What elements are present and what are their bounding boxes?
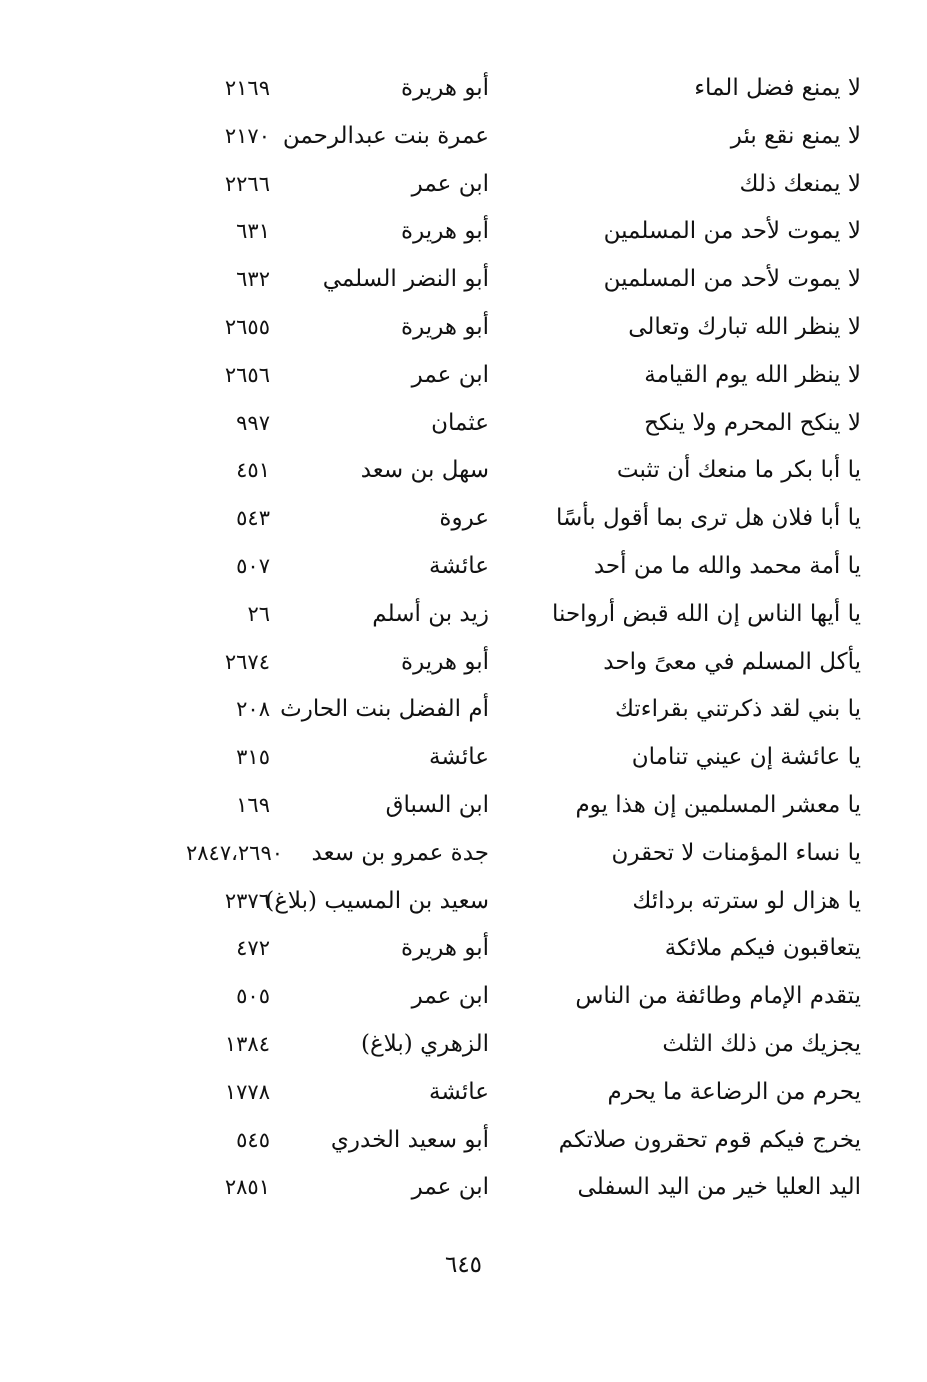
hadith-incipit: لا يمنعك ذلك [739, 170, 861, 197]
hadith-number: ٢١٦٩ [224, 76, 270, 100]
index-row [0, 781, 927, 829]
narrator: عائشة [429, 1078, 489, 1105]
hadith-incipit: يتعاقبون فيكم ملائكة [664, 935, 861, 962]
hadith-incipit: يا أيها الناس إن الله قبض أرواحنا [552, 600, 861, 627]
hadith-number: ٢٦٥٦ [224, 362, 270, 387]
index-row [0, 303, 927, 351]
hadith-incipit: يجزيك من ذلك الثلث [662, 1031, 861, 1057]
index-row [0, 1020, 927, 1068]
hadith-number: ٤٥١ [236, 458, 270, 483]
hadith-incipit: اليد العليا خير من اليد السفلى [577, 1174, 861, 1201]
index-row [0, 590, 927, 638]
hadith-incipit: يا أبا بكر ما منعك أن تثبت [616, 457, 861, 484]
hadith-incipit: لا ينظر الله تبارك وتعالى [628, 314, 861, 340]
index-row [0, 207, 927, 255]
hadith-incipit: يا أمة محمد والله ما من أحد [593, 553, 861, 579]
narrator: أبو هريرة [401, 218, 489, 245]
index-row [0, 638, 927, 686]
hadith-number: ٢٦٥٥ [224, 315, 270, 339]
hadith-incipit: يا بني لقد ذكرتني بقراءتك [615, 696, 861, 723]
hadith-incipit: لا يموت لأحد من المسلمين [603, 218, 861, 245]
hadith-incipit: يا معشر المسلمين إن هذا يوم [575, 792, 861, 818]
hadith-number: ٤٧٢ [236, 936, 270, 961]
hadith-incipit: يا أبا فلان هل ترى بما أقول بأسًا [555, 505, 861, 532]
hadith-incipit: لا يمنع نقع بئر [730, 122, 861, 149]
index-row [0, 829, 927, 877]
narrator: زيد بن أسلم [372, 600, 489, 627]
hadith-incipit: لا يموت لأحد من المسلمين [603, 266, 861, 293]
narrator: أبو النضر السلمي [322, 266, 489, 293]
index-row [0, 972, 927, 1020]
index-row [0, 1163, 927, 1211]
hadith-incipit: يتقدم الإمام وطائفة من الناس [575, 983, 861, 1010]
narrator: أم الفضل بنت الحارث [280, 696, 489, 723]
hadith-number: ٢٨٥١ [224, 1175, 270, 1200]
hadith-number: ٣١٥ [236, 745, 270, 770]
narrator: عمرة بنت عبدالرحمن [282, 122, 489, 149]
index-row [0, 64, 927, 112]
hadith-incipit: يا نساء المؤمنات لا تحقرن [611, 839, 861, 866]
narrator: جدة عمرو بن سعد [311, 839, 489, 866]
hadith-number: ١٦٩ [236, 793, 270, 817]
index-row [0, 542, 927, 590]
hadith-incipit: يحرم من الرضاعة ما يحرم [607, 1078, 861, 1105]
hadith-incipit: لا ينكح المحرم ولا ينكح [644, 409, 861, 436]
index-row [0, 351, 927, 399]
hadith-number: ٢١٧٠ [224, 123, 270, 148]
index-row [0, 1068, 927, 1116]
narrator: ابن السباق [385, 792, 489, 818]
hadith-incipit: يا هزال لو سترته بردائك [632, 887, 861, 914]
hadith-incipit: لا يمنع فضل الماء [694, 75, 861, 101]
index-row [0, 255, 927, 303]
hadith-number: ٢٦ [247, 601, 270, 626]
hadith-number: ٥٠٧ [236, 554, 270, 578]
hadith-incipit: يخرج فيكم قوم تحقرون صلاتكم [558, 1126, 861, 1153]
index-row [0, 494, 927, 542]
narrator: أبو هريرة [401, 314, 489, 340]
index-row [0, 877, 927, 925]
hadith-number: ٢٨٤٧،٢٦٩٠ [186, 840, 284, 865]
index-row [0, 685, 927, 733]
narrator: أبو سعيد الخدري [330, 1126, 489, 1153]
hadith-number: ٥٤٥ [236, 1127, 270, 1152]
hadith-number: ٢٣٧٦ [224, 888, 270, 913]
hadith-number: ٦٣٢ [236, 267, 270, 292]
index-row [0, 1116, 927, 1164]
narrator: أبو هريرة [401, 935, 489, 962]
page-number: ٦٤٥ [444, 1252, 483, 1278]
index-row [0, 399, 927, 447]
narrator: أبو هريرة [401, 648, 489, 675]
index-row [0, 446, 927, 494]
hadith-number: ١٧٧٨ [224, 1079, 270, 1104]
narrator: ابن عمر [411, 361, 489, 388]
hadith-number: ٩٩٧ [236, 410, 270, 435]
narrator: سهل بن سعد [360, 457, 489, 484]
hadith-incipit: لا ينظر الله يوم القيامة [644, 361, 861, 388]
narrator: ابن عمر [411, 170, 489, 197]
narrator: عروة [439, 505, 489, 532]
narrator: سعيد بن المسيب (بلاغ) [265, 887, 489, 914]
hadith-number: ٢٢٦٦ [224, 171, 270, 196]
narrator: عائشة [429, 744, 489, 771]
narrator: ابن عمر [411, 1174, 489, 1201]
hadith-number: ٢٠٨ [236, 697, 270, 722]
index-row [0, 924, 927, 972]
narrator: الزهري (بلاغ) [360, 1031, 489, 1057]
hadith-number: ١٣٨٤ [224, 1032, 270, 1056]
index-row [0, 160, 927, 208]
hadith-incipit: يا عائشة إن عيني تنامان [631, 744, 861, 771]
hadith-number: ٢٦٧٤ [224, 649, 270, 674]
index-row [0, 733, 927, 781]
narrator: عثمان [431, 409, 489, 436]
hadith-number: ٥٠٥ [236, 984, 270, 1009]
hadith-incipit: يأكل المسلم في معىً واحد [603, 648, 861, 675]
narrator: ابن عمر [411, 983, 489, 1010]
narrator: أبو هريرة [401, 75, 489, 101]
hadith-number: ٦٣١ [236, 219, 270, 244]
hadith-number: ٥٤٣ [236, 506, 270, 531]
index-row [0, 112, 927, 160]
narrator: عائشة [429, 553, 489, 579]
